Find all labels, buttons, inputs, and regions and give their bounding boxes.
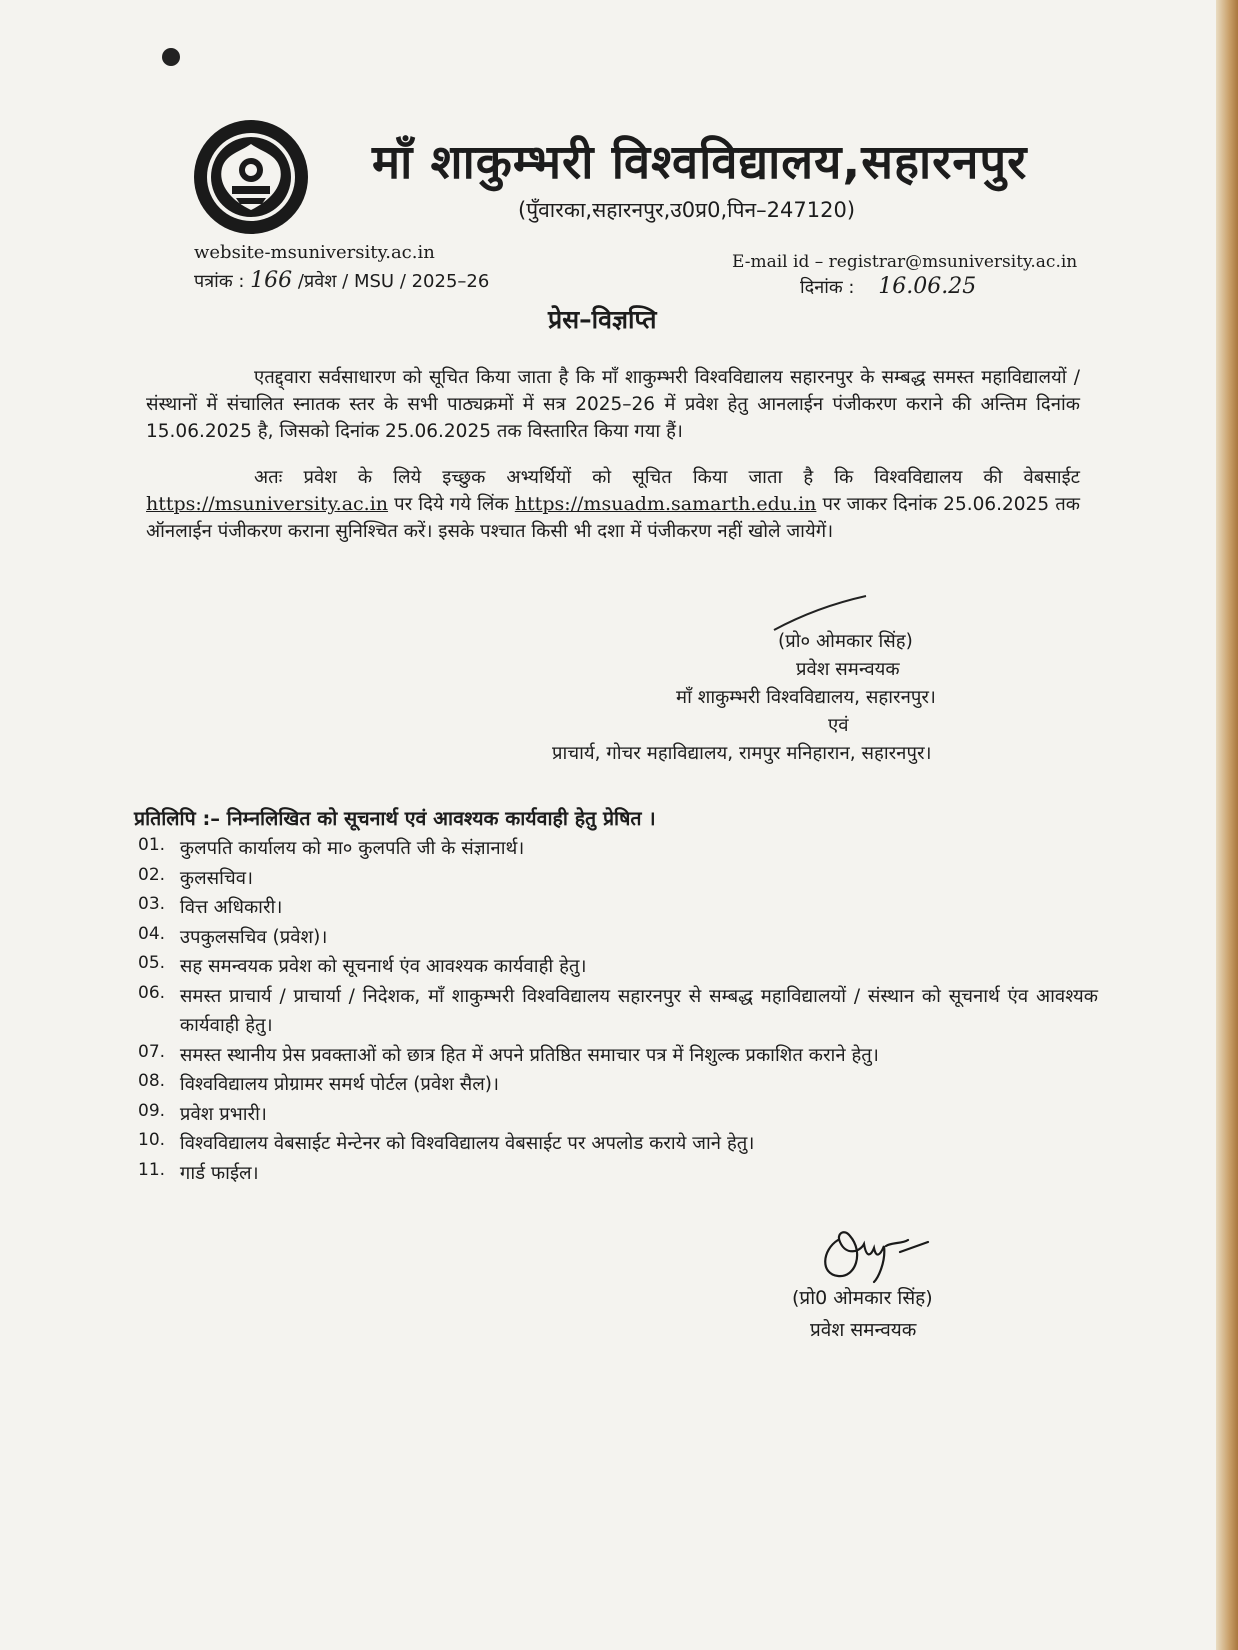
signatory-and: एवं bbox=[828, 715, 849, 736]
list-item-text: उपकुलसचिव (प्रवेश)। bbox=[179, 926, 328, 948]
date-label: दिनांक : bbox=[800, 277, 855, 298]
reference-suffix: /प्रवेश / MSU / 2025–26 bbox=[297, 271, 490, 292]
paragraph-2-mid: पर दिये गये लिंक bbox=[388, 494, 515, 515]
list-item-number: 03. bbox=[138, 894, 166, 914]
date-handwritten: 16.06.25 bbox=[878, 274, 977, 299]
document-title: प्रेस–विज्ञप्ति bbox=[548, 305, 657, 334]
list-item-number: 11. bbox=[138, 1159, 166, 1180]
closing-signatory bbox=[792, 1282, 933, 1346]
list-item bbox=[138, 864, 1098, 894]
list-item-text: विश्वविद्यालय प्रोग्रामर समर्थ पोर्टल (प्रवेश सैल)। bbox=[179, 1074, 499, 1095]
list-item bbox=[138, 1070, 1098, 1100]
list-item-number: 10. bbox=[138, 1130, 166, 1150]
list-item-text: विश्वविद्यालय वेबसाईट मेन्टेनर को विश्वविद्यालय वेबसाईट पर अपलोड कराये जाने हेतु। bbox=[179, 1133, 755, 1154]
list-item-number: 07. bbox=[138, 1041, 166, 1062]
copy-to-list bbox=[138, 834, 1098, 1188]
punch-hole bbox=[162, 48, 180, 66]
list-item-text: गार्ड फाईल। bbox=[179, 1162, 259, 1184]
paragraph-2-start: अतः प्रवेश के लिये इच्छुक अभ्यर्थियों को सूचित किया जाता है कि विश्वविद्यालय की वेबसाईट bbox=[254, 467, 1080, 488]
reference-label: पत्रांक : bbox=[194, 271, 245, 292]
email-line: E-mail id – registrar@msuniversity.ac.in bbox=[732, 252, 1078, 272]
university-name: माँ शाकुम्भरी विश्वविद्यालय,सहारनपुर bbox=[372, 135, 1028, 190]
list-item-number: 04. bbox=[138, 923, 166, 944]
list-item-number: 09. bbox=[138, 1100, 166, 1121]
date-line bbox=[800, 274, 976, 299]
list-item bbox=[138, 1129, 1098, 1159]
list-item-text: कुलसचिव। bbox=[179, 867, 254, 889]
handwritten-signature bbox=[816, 1222, 936, 1286]
signatory-second-designation: प्राचार्य, गोचर महाविद्यालय, रामपुर मनिहारान, सहारनपुर। bbox=[552, 743, 932, 764]
list-item-text: प्रवेश प्रभारी। bbox=[179, 1103, 267, 1125]
list-item bbox=[138, 952, 1098, 982]
closing-designation: प्रवेश समन्वयक bbox=[810, 1319, 917, 1341]
paragraph-1: एतद्द्वारा सर्वसाधारण को सूचित किया जाता है कि माँ शाकुम्भरी विश्वविद्यालय सहारनपुर के सम्बद्ध समस्त महाविद्यालयों / संस्थानों में संचालित स्नातक स्तर के सभी पाठ्यक्रमों में सत्र 2025–26 में प्रवेश हेतु आनलाईन पंजीकरण कराने की अन्तिम दिनांक 15.06.2025 है, जिसको दिनांक 25.06.2025 तक विस्तारित किया गया हैं। bbox=[146, 367, 1080, 442]
list-item bbox=[138, 893, 1098, 923]
website-link[interactable]: https://msuniversity.ac.in bbox=[146, 493, 389, 515]
list-item bbox=[138, 923, 1098, 953]
list-item-text: वित्त अधिकारी। bbox=[179, 897, 283, 918]
paper-edge bbox=[1216, 0, 1238, 1650]
signatory-designation: प्रवेश समन्वयक bbox=[796, 659, 900, 680]
list-item bbox=[138, 834, 1098, 864]
university-logo bbox=[192, 118, 310, 236]
signatory-university: माँ शाकुम्भरी विश्वविद्यालय, सहारनपुर। bbox=[676, 687, 936, 708]
paragraph-2-end: पर जाकर दिनांक 25.06.2025 तक ऑनलाईन पंजीकरण कराना सुनिश्चित करें। इसके पश्चात किसी भी दशा में पंजीकरण नहीं खोले जायेगें। bbox=[146, 494, 1080, 542]
list-item-text: सह समन्वयक प्रवेश को सूचनार्थ एंव आवश्यक कार्यवाही हेतु। bbox=[179, 956, 587, 977]
paragraph-2 bbox=[146, 464, 1080, 545]
copy-to-heading: प्रतिलिपि :– निम्नलिखित को सूचनार्थ एवं आवश्यक कार्यवाही हेतु प्रेषित । bbox=[134, 807, 656, 830]
university-address: (पुँवारका,सहारनपुर,उ0प्र0,पिन–247120) bbox=[518, 198, 856, 222]
list-item-text: कुलपति कार्यालय को मा० कुलपति जी के संज्ञानार्थ। bbox=[179, 838, 525, 859]
reference-number bbox=[194, 268, 489, 293]
list-item-number: 02. bbox=[138, 864, 166, 885]
list-item-number: 06. bbox=[138, 982, 166, 1003]
list-item-text: समस्त स्थानीय प्रेस प्रवक्ताओं को छात्र हित में अपने प्रतिष्ठित समाचार पत्र में निशुल्क प्रकाशित कराने हेतु। bbox=[179, 1044, 879, 1066]
website-line: website-msuniversity.ac.in bbox=[194, 242, 435, 263]
list-item bbox=[138, 1100, 1098, 1130]
list-item bbox=[138, 1159, 1098, 1189]
portal-link[interactable]: https://msuadm.samarth.edu.in bbox=[514, 493, 817, 515]
list-item bbox=[138, 982, 1098, 1041]
reference-handwritten-number: 166 bbox=[250, 268, 293, 293]
list-item-text: समस्त प्राचार्य / प्राचार्या / निदेशक, माँ शाकुम्भरी विश्वविद्यालय सहारनपुर से सम्बद्ध महाविद्यालयों / संस्थान को सूचनार्थ एंव आवश्यक कार्यवाही हेतु। bbox=[179, 985, 1098, 1036]
closing-name: (प्रो0 ओमकार सिंह) bbox=[792, 1287, 933, 1309]
list-item-number: 01. bbox=[138, 835, 166, 855]
list-item bbox=[138, 1041, 1098, 1071]
signatory-name: (प्रो० ओमकार सिंह) bbox=[778, 631, 913, 652]
list-item-number: 05. bbox=[138, 953, 166, 973]
list-item-number: 08. bbox=[138, 1071, 166, 1091]
